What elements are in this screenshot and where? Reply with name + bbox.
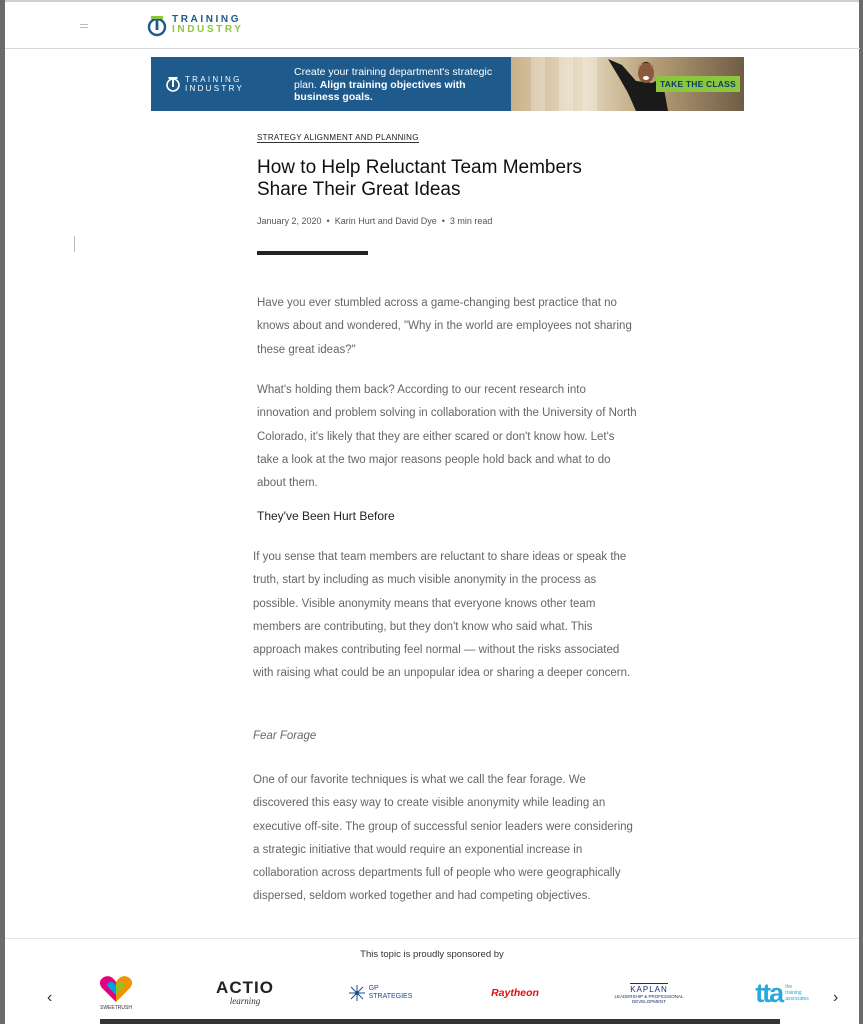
kaplan-wordmark: KAPLAN xyxy=(630,984,668,994)
kaplan-subtext: LEADERSHIP & PROFESSIONAL DEVELOPMENT xyxy=(614,993,684,1004)
article-italic-subheading: Fear Forage xyxy=(253,730,317,742)
actio-subtext: learning xyxy=(229,996,261,1006)
take-the-class-button[interactable]: TAKE THE CLASS xyxy=(656,76,740,92)
sweetrush-heart-icon xyxy=(99,975,133,1003)
sponsor-logo-kaplan[interactable] xyxy=(609,973,689,1013)
raytheon-wordmark: Raytheon xyxy=(491,987,539,999)
menu-icon[interactable] xyxy=(80,24,88,30)
article-authors[interactable]: Karin Hurt and David Dye xyxy=(334,216,437,226)
article-paragraph: One of our favorite techniques is what we call the fear forage. We discovered this easy way to create visible anonymity while leading an executive off-site. The group of successful senior leaders were considering a strategic initiative that would require an exponential increase in collaboration across departments full of people who were geographically dispersed, seldom worked together and had competing objectives. xyxy=(253,774,633,903)
tta-sub-3: associates xyxy=(785,996,809,1002)
banner-copy xyxy=(294,66,504,104)
sponsor-logo-gp-strategies[interactable] xyxy=(339,973,421,1013)
banner-logo-training: TRAINING xyxy=(185,75,242,84)
tta-sub-2: training xyxy=(785,990,802,996)
carousel-prev-arrow-icon[interactable]: ‹ xyxy=(47,989,53,1006)
article-read-time: 3 min read xyxy=(449,216,493,226)
share-rail-marker xyxy=(74,236,75,252)
training-industry-logo-icon xyxy=(146,13,168,37)
gp-starburst-icon xyxy=(348,984,366,1002)
tta-wordmark: tta xyxy=(755,978,783,1008)
title-underline-divider xyxy=(257,251,368,255)
carousel-next-arrow-icon[interactable]: › xyxy=(833,989,839,1006)
article-date: January 2, 2020 xyxy=(257,216,322,226)
banner-logo-industry: INDUSTRY xyxy=(185,84,245,93)
article-subheading: They've Been Hurt Before xyxy=(257,509,395,523)
actio-wordmark: ACTIO xyxy=(216,978,274,997)
banner-copy-plain: Create your training department's strategic plan. xyxy=(294,66,493,91)
header-divider xyxy=(5,48,860,49)
logo-word-industry: INDUSTRY xyxy=(172,24,244,35)
sponsor-logo-raytheon[interactable] xyxy=(480,973,550,1013)
sponsor-logo-actio[interactable] xyxy=(205,973,285,1013)
window-right-border xyxy=(859,0,863,1024)
article-category-link[interactable]: STRATEGY ALIGNMENT AND PLANNING xyxy=(257,133,419,142)
banner-logo xyxy=(165,75,244,93)
banner-logo-icon xyxy=(165,75,181,93)
bottom-scroll-bar xyxy=(100,1019,780,1024)
gp-line2: STRATEGIES xyxy=(368,993,413,1000)
site-logo[interactable] xyxy=(146,12,244,38)
tta-sub-1: the xyxy=(785,984,793,990)
banner-copy-bold: Align training objectives with business goals. xyxy=(294,78,466,103)
sponsor-title: This topic is proudly sponsored by xyxy=(360,949,504,960)
gp-line1: GP xyxy=(368,985,379,992)
promo-banner[interactable] xyxy=(151,57,744,111)
article-title: How to Help Reluctant Team Members Share Their Great Ideas xyxy=(257,157,582,200)
sponsor-logo-sweetrush[interactable] xyxy=(93,973,139,1013)
article-paragraph: What's holding them back? According to our recent research into innovation and problem solving in collaboration with the University of North Colorado, it's likely that they are either scared or don't know how. Let's take a look at the two major reasons people hold back and what to do about them. xyxy=(257,384,637,490)
sponsor-logo-tta[interactable] xyxy=(743,973,821,1013)
article-paragraph: Have you ever stumbled across a game-changing best practice that no knows about and wondered, "Why in the world are employees not sharing these great ideas?" xyxy=(257,297,632,356)
article-paragraph: If you sense that team members are reluctant to share ideas or speak the truth, start by including as much visible anonymity in the process as possible. Visible anonymity means that everyone knows other team members are contributing, but they don't know who said what. This approach makes contributing feel normal — without the risks associated with raising what could be an unpopular idea or sharing a deeper concern. xyxy=(253,551,631,680)
window-left-border xyxy=(0,0,5,1024)
article-meta: January 2, 2020 • Karin Hurt and David Dye • 3 min read xyxy=(257,216,493,226)
sweetrush-label: SWEETRUSH xyxy=(100,1005,132,1011)
logo-word-training: TRAINING xyxy=(172,14,242,25)
sponsor-carousel xyxy=(5,938,859,1025)
